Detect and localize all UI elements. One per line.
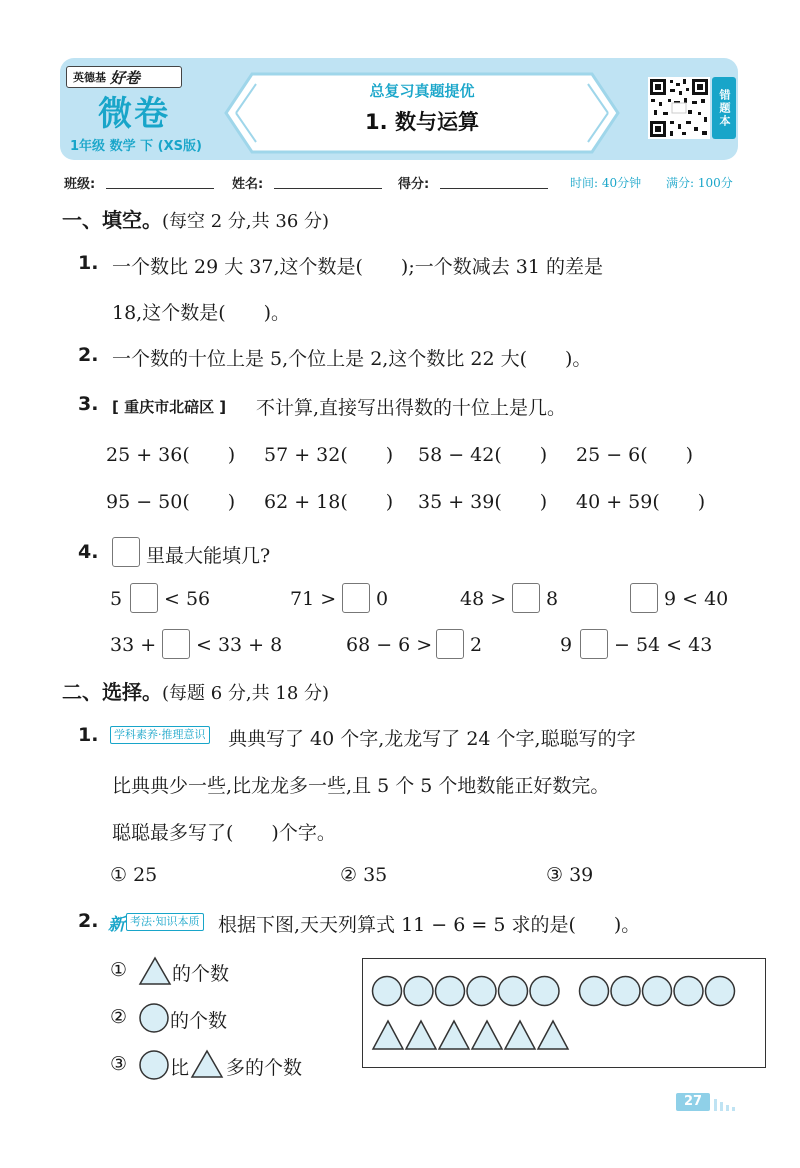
triangle-icon <box>138 956 172 986</box>
figure-triangle <box>373 1021 403 1049</box>
s2-q1-line3: 聪聪最多写了( )个字。 <box>112 822 336 844</box>
q3-item: 57 + 32( ) <box>264 444 394 466</box>
q1-line2: 18,这个数是( )。 <box>112 302 291 324</box>
q4-number: 4. <box>78 541 99 563</box>
q2-number: 2. <box>78 344 99 366</box>
q3-location: [ 重庆市北碚区 ] <box>112 398 227 416</box>
q3-item: 62 + 18( ) <box>264 491 394 513</box>
option-3-text: 多的个数 <box>226 1057 303 1079</box>
q4-expr: 68 − 6 > <box>346 634 433 656</box>
answer-box[interactable] <box>580 629 608 659</box>
page-decoration-icon <box>712 1096 742 1112</box>
q4-expr: 0 <box>376 588 389 610</box>
answer-box[interactable] <box>162 629 190 659</box>
q3-item: 95 − 50( ) <box>106 491 236 513</box>
s2-q1-line1: 典典写了 40 个字,龙龙写了 24 个字,聪聪写的字 <box>228 728 636 750</box>
figure-circle <box>674 977 703 1006</box>
literacy-tag: 学科素养·推理意识 <box>110 726 210 744</box>
figure-circle <box>643 977 672 1006</box>
option-1-mark[interactable]: ① <box>110 959 128 981</box>
q4-expr: − 54 < 43 <box>614 634 713 656</box>
q4-expr: 48 > <box>460 588 507 610</box>
section-1-title: 一、填空。 <box>62 208 162 232</box>
shapes-drawing <box>363 959 765 1067</box>
q3-text: 不计算,直接写出得数的十位上是几。 <box>256 397 567 419</box>
section-1-heading <box>62 204 329 233</box>
wrong-question-book-label: 错题本 <box>712 77 736 139</box>
option[interactable]: ③ 39 <box>546 864 594 886</box>
triangle-icon <box>190 1049 224 1079</box>
figure-circle <box>580 977 609 1006</box>
section-2-note: (每题 6 分,共 18 分) <box>162 683 330 704</box>
option-1-text: 的个数 <box>172 963 230 985</box>
score-label: 得分: <box>398 177 430 192</box>
score-field[interactable] <box>440 188 548 189</box>
q3-number: 3. <box>78 393 99 415</box>
page-title: 1. 数与运算 <box>365 110 479 134</box>
q4-expr: 33 + <box>110 634 157 656</box>
figure-triangle <box>505 1021 535 1049</box>
option[interactable]: ① 25 <box>110 864 158 886</box>
q4-expr: 8 <box>546 588 559 610</box>
s2-q2-text: 根据下图,天天列算式 11 − 6 = 5 求的是( )。 <box>218 914 641 936</box>
s2-q1-number: 1. <box>78 724 99 746</box>
q3-item: 58 − 42( ) <box>418 444 548 466</box>
circle-icon <box>138 1049 170 1081</box>
circle-icon <box>138 1002 170 1034</box>
option-2-mark[interactable]: ② <box>110 1006 128 1028</box>
exam-method-tag: 考法·知识本质 <box>126 913 204 931</box>
q3-item: 25 − 6( ) <box>576 444 694 466</box>
figure-triangle <box>439 1021 469 1049</box>
q1-line1: 一个数比 29 大 37,这个数是( );一个数减去 31 的差是 <box>112 256 603 278</box>
class-label: 班级: <box>64 177 96 192</box>
logo-brand-text: 英德基 <box>73 71 106 84</box>
q4-expr: 71 > <box>290 588 337 610</box>
booklet-title: 微卷 <box>98 94 170 134</box>
answer-box[interactable] <box>512 583 540 613</box>
section-2-title: 二、选择。 <box>62 680 162 704</box>
figure-circle <box>530 977 559 1006</box>
logo-hao-text: 好卷 <box>110 68 141 87</box>
s2-q2-number: 2. <box>78 910 99 932</box>
full-score: 满分: 100分 <box>666 176 733 190</box>
time-limit: 时间: 40分钟 <box>570 176 642 190</box>
figure-circle <box>467 977 496 1006</box>
q2-text: 一个数的十位上是 5,个位上是 2,这个数比 22 大( )。 <box>112 348 592 370</box>
option-3-mark[interactable]: ③ <box>110 1053 128 1075</box>
figure-triangle <box>406 1021 436 1049</box>
option[interactable]: ② 35 <box>340 864 388 886</box>
q4-text: 里最大能填几? <box>146 545 271 567</box>
page-number: 27 <box>676 1093 710 1111</box>
q4-expr: 9 <box>560 634 573 656</box>
figure-circle <box>611 977 640 1006</box>
answer-box[interactable] <box>342 583 370 613</box>
q4-expr: < 56 <box>164 588 211 610</box>
figure-triangle <box>538 1021 568 1049</box>
q3-item: 40 + 59( ) <box>576 491 706 513</box>
q3-item: 35 + 39( ) <box>418 491 548 513</box>
figure-circle <box>373 977 402 1006</box>
grade-label: 1年级 数学 下 (XS版) <box>70 139 202 154</box>
answer-box[interactable] <box>436 629 464 659</box>
option-2-text: 的个数 <box>170 1010 228 1032</box>
name-field[interactable] <box>274 188 382 189</box>
answer-box[interactable] <box>112 537 140 567</box>
qr-code-icon[interactable] <box>648 77 710 139</box>
q4-expr: 2 <box>470 634 483 656</box>
answer-box[interactable] <box>630 583 658 613</box>
shapes-figure <box>362 958 766 1068</box>
s2-q1-line2: 比典典少一些,比龙龙多一些,且 5 个 5 个地数能正好数完。 <box>112 775 610 797</box>
q4-expr: 5 <box>110 588 123 610</box>
figure-circle <box>436 977 465 1006</box>
banner-subtitle: 总复习真题提优 <box>369 82 475 100</box>
q4-expr: 9 < 40 <box>664 588 729 610</box>
section-2-heading <box>62 676 329 705</box>
q3-item: 25 + 36( ) <box>106 444 236 466</box>
class-field[interactable] <box>106 188 214 189</box>
option-3-mid: 比 <box>170 1057 190 1079</box>
figure-circle <box>404 977 433 1006</box>
q4-expr: < 33 + 8 <box>196 634 283 656</box>
name-label: 姓名: <box>232 177 264 192</box>
section-1-note: (每空 2 分,共 36 分) <box>162 211 330 232</box>
brand-logo <box>66 66 182 88</box>
figure-circle <box>499 977 528 1006</box>
answer-box[interactable] <box>130 583 158 613</box>
figure-triangle <box>472 1021 502 1049</box>
figure-circle <box>706 977 735 1006</box>
q1-number: 1. <box>78 252 99 274</box>
new-mark: 新 <box>108 915 125 935</box>
